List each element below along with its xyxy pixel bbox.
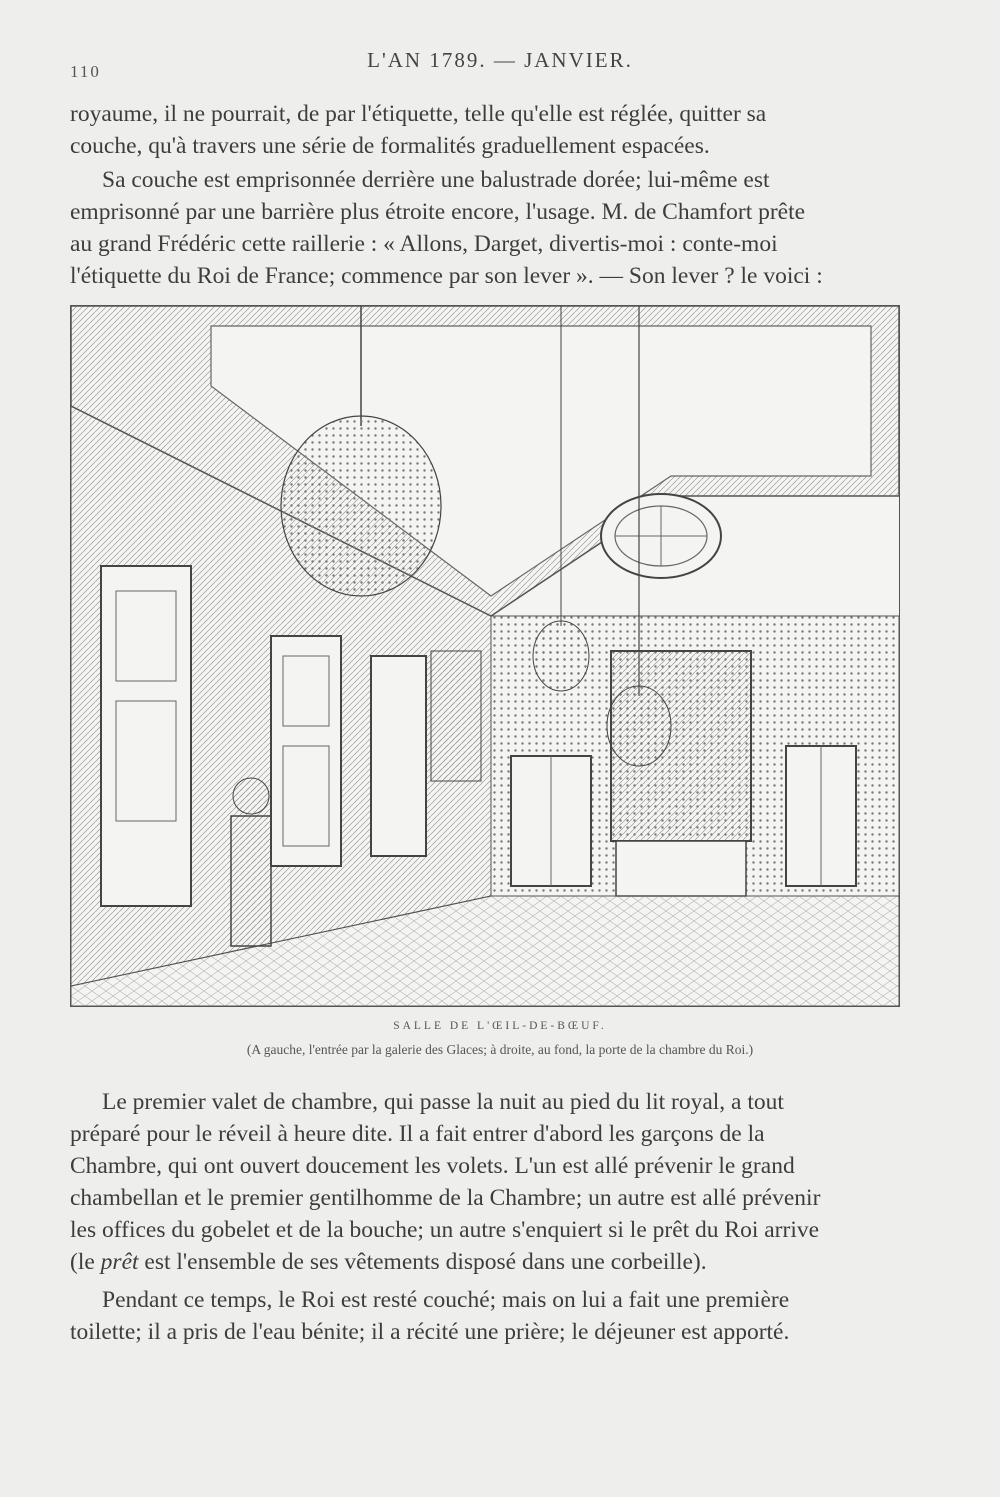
paragraph-2	[70, 164, 908, 292]
text-line: couche, qu'à travers une série de formalités graduellement espacées.	[70, 133, 710, 159]
text-line: au grand Frédéric cette raillerie : « Allons, Darget, divertis-moi : conte-moi	[70, 231, 778, 257]
figure-caption-subtitle: (A gauche, l'entrée par la galerie des Glaces; à droite, au fond, la porte de la chambre du Roi.)	[246, 1042, 754, 1057]
text-line: préparé pour le réveil à heure dite. Il a fait entrer d'abord les garçons de la	[70, 1121, 765, 1147]
paragraph-4	[70, 1284, 908, 1348]
text-line: Sa couche est emprisonnée derrière une balustrade dorée; lui-même est	[102, 167, 770, 193]
text-line: Chambre, qui ont ouvert doucement les volets. L'un est allé prévenir le grand	[70, 1153, 795, 1179]
text-line: toilette; il a pris de l'eau bénite; il a récité une prière; le déjeuner est apporté.	[70, 1319, 790, 1345]
italic-term: prêt	[100, 1249, 139, 1275]
engraving-illustration	[70, 305, 900, 1007]
text-span: est l'ensemble de ses vêtements disposé dans une corbeille).	[144, 1249, 707, 1275]
running-head	[0, 48, 1000, 88]
page-number: 110	[70, 62, 101, 81]
paragraph-1	[70, 98, 908, 162]
text-span: (le	[70, 1249, 95, 1275]
text-line: les offices du gobelet et de la bouche; un autre s'enquiert si le prêt du Roi arrive	[70, 1217, 820, 1243]
text-line: chambellan et le premier gentilhomme de la Chambre; un autre est allé prévenir	[70, 1185, 821, 1211]
text-line: l'étiquette du Roi de France; commence par son lever ». — Son lever ? le voici :	[70, 263, 823, 289]
text-line: Pendant ce temps, le Roi est resté couché; mais on lui a fait une première	[102, 1287, 790, 1313]
engraving-drawing	[71, 306, 899, 1006]
text-line: royaume, il ne pourrait, de par l'étiquette, telle qu'elle est réglée, quitter sa	[70, 101, 767, 127]
text-line: emprisonné par une barrière plus étroite encore, l'usage. M. de Chamfort prête	[70, 199, 806, 225]
figure-caption-title: SALLE DE L'ŒIL-DE-BŒUF.	[393, 1020, 607, 1032]
text-line: Le premier valet de chambre, qui passe la nuit au pied du lit royal, a tout	[102, 1089, 784, 1115]
running-head-title: L'AN 1789. — JANVIER.	[367, 48, 633, 72]
paragraph-3	[70, 1086, 908, 1278]
text-line-last	[70, 1246, 908, 1278]
